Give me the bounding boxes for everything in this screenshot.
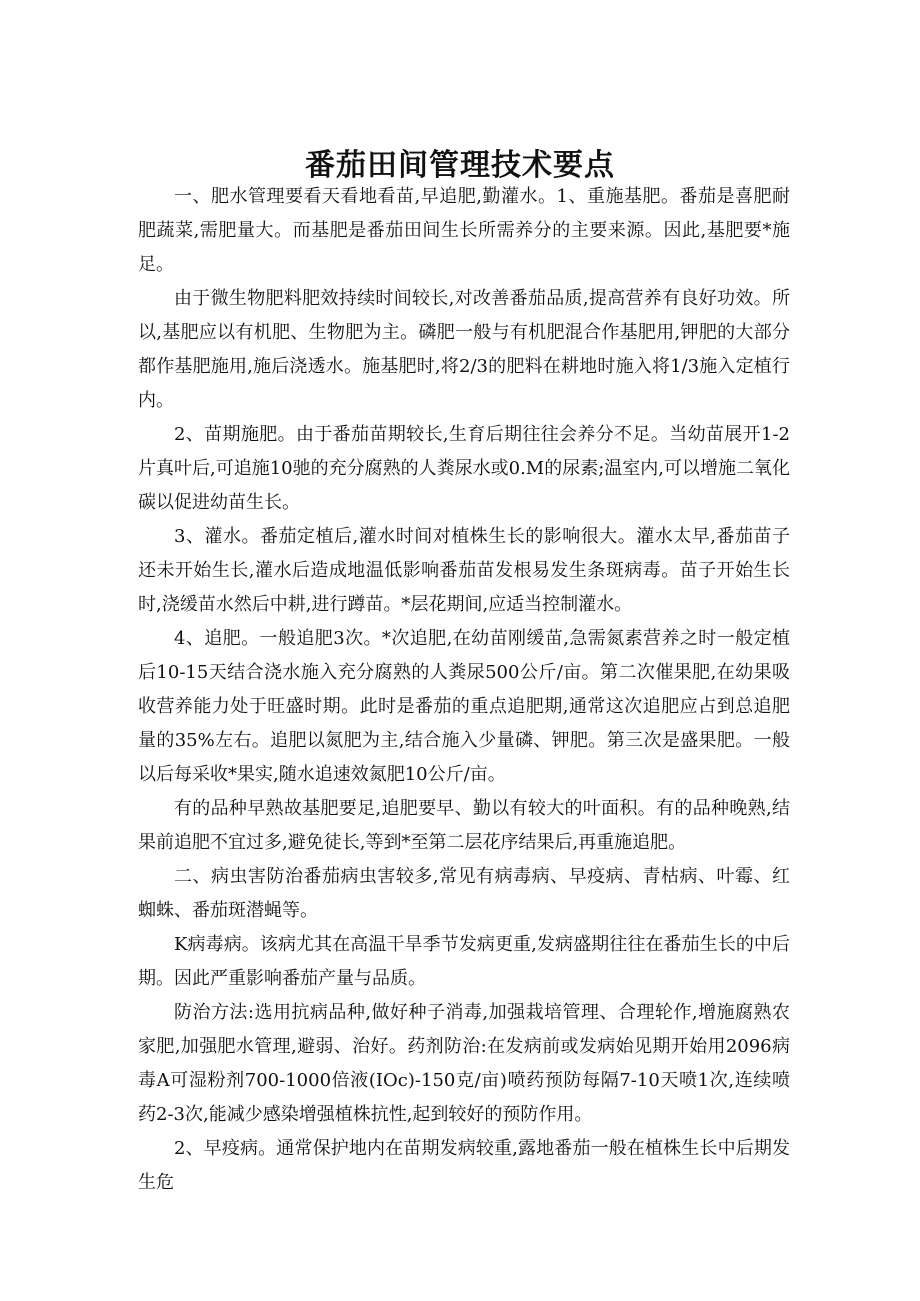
paragraph-3: 2、苗期施肥。由于番茄苗期较长,生育后期往往会养分不足。当幼苗展开1-2片真叶后,可追施10驰的充分腐熟的人粪尿水或0.M的尿素;温室内,可以增施二氧化碳以促进幼苗生长。 <box>138 424 791 513</box>
paragraph-10: 2、早疫病。通常保护地内在苗期发病较重,露地番茄一般在植株生长中后期发生危 <box>138 1138 790 1193</box>
paragraph-5: 4、追肥。一般追肥3次。*次追肥,在幼苗刚缓苗,急需氮素营养之时一般定植后10-15天结合浇水施入充分腐熟的人粪尿500公斤/亩。第二次催果肥,在幼果吸收营养能力处于旺盛时期。此时是番茄的重点追肥期,通常这次追肥应占到总追肥量的35%左右。追肥以氮肥为主,结合施入少量磷、钾肥。第三次是盛果肥。一般以后每采收*果实,随水追速效氮肥10公斤/亩。 <box>138 628 790 785</box>
paragraph-2: 由于微生物肥料肥效持续时间较长,对改善番茄品质,提高营养有良好功效。所以,基肥应以有机肥、生物肥为主。磷肥一般与有机肥混合作基肥用,钾肥的大部分都作基肥施用,施后浇透水。施基肥时,将2/3的肥料在耕地时施入将1/3施入定植行内。 <box>138 288 790 411</box>
document-body <box>138 180 790 1200</box>
paragraph-1: 一、肥水管理要看天看地看苗,早追肥,勤灌水。1、重施基肥。番茄是喜肥耐肥蔬菜,需肥量大。而基肥是番茄田间生长所需养分的主要来源。因此,基肥要*施足。 <box>138 186 790 275</box>
page-title: 番茄田间管理技术要点 <box>305 148 615 184</box>
paragraph-8: K病毒病。该病尤其在高温干旱季节发病更重,发病盛期往往在番茄生长的中后期。因此严重影响番茄产量与品质。 <box>138 934 790 989</box>
paragraph-6: 有的品种早熟故基肥要足,追肥要早、勤以有较大的叶面积。有的品种晚熟,结果前追肥不宜过多,避免徒长,等到*至第二层花序结果后,再重施追肥。 <box>138 798 790 853</box>
paragraph-4: 3、灌水。番茄定植后,灌水时间对植株生长的影响很大。灌水太早,番茄苗子还未开始生长,灌水后造成地温低影响番茄苗发根易发生条斑病毒。苗子开始生长时,浇缓苗水然后中耕,进行蹲苗。*层花期间,应适当控制灌水。 <box>138 526 790 615</box>
paragraph-7: 二、病虫害防治番茄病虫害较多,常见有病毒病、早疫病、青枯病、叶霉、红蜘蛛、番茄斑潜蝇等。 <box>138 866 790 921</box>
paragraph-9: 防治方法:选用抗病品种,做好种子消毒,加强栽培管理、合理轮作,增施腐熟农家肥,加强肥水管理,避弱、治好。药剂防治:在发病前或发病始见期开始用2096病毒A可湿粉剂700-1000倍液(IOc)-150克/亩)喷药预防每隔7-10天喷1次,连续喷药2-3次,能减少感染增强植株抗性,起到较好的预防作用。 <box>138 1002 790 1125</box>
